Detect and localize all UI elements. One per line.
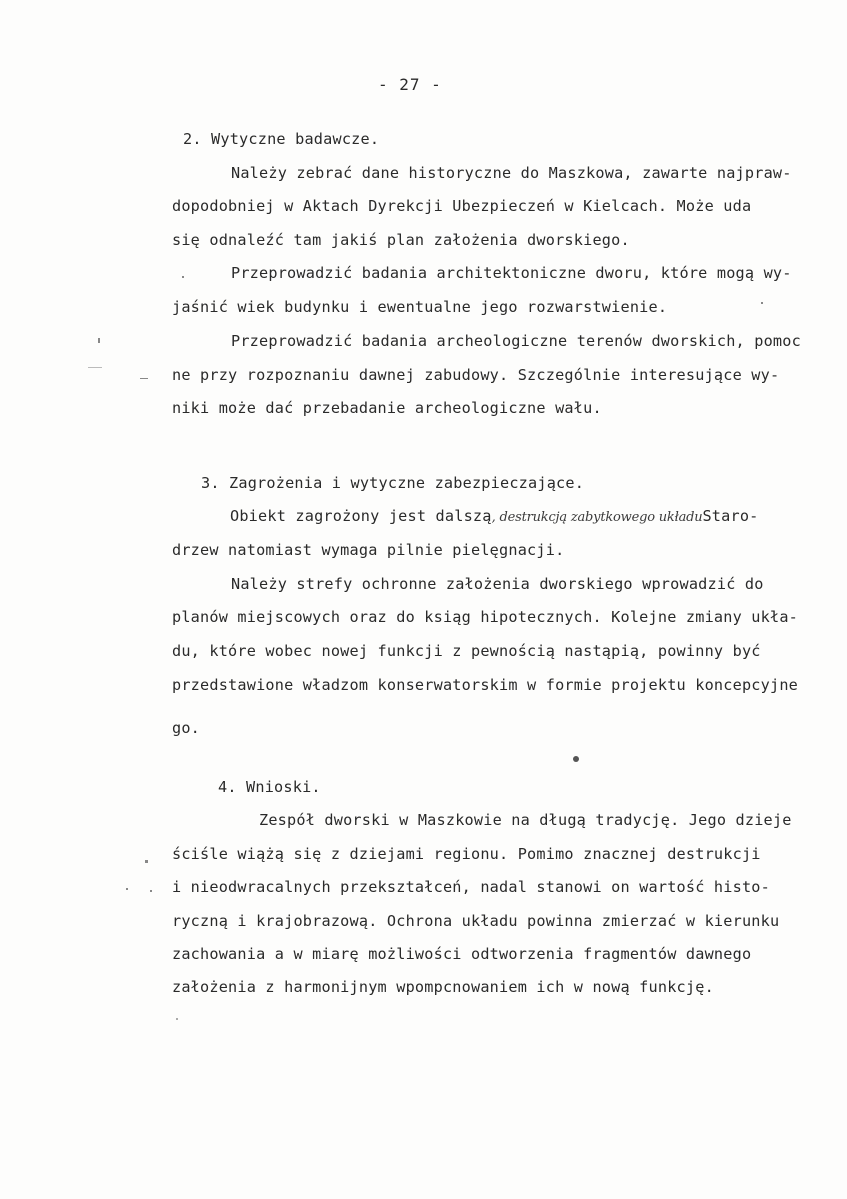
scan-speck: [140, 378, 148, 379]
scan-speck: [88, 367, 102, 368]
scan-speck: [150, 890, 152, 892]
paragraph-line: ne przy rozpoznaniu dawnej zabudowy. Szczególnie interesujące wy-: [172, 366, 780, 384]
paragraph-line: Należy strefy ochronne założenia dworskiego wprowadzić do: [231, 575, 764, 593]
paragraph-line: jaśnić wiek budynku i ewentualne jego rozwarstwienie.: [172, 298, 668, 316]
paragraph-line: ściśle wiążą się z dziejami regionu. Pomimo znacznej destrukcji: [172, 845, 761, 863]
paragraph-line: Należy zebrać dane historyczne do Maszkowa, zawarte najpraw-: [231, 164, 792, 182]
paragraph-line: i nieodwracalnych przekształceń, nadal stanowi on wartość histo-: [172, 878, 770, 896]
paragraph-line: Przeprowadzić badania architektoniczne dworu, które mogą wy-: [231, 264, 792, 282]
paragraph-line-with-annotation: [230, 506, 759, 528]
paragraph-line: drzew natomiast wymaga pilnie pielęgnacji.: [172, 541, 565, 559]
paragraph-line: przedstawione władzom konserwatorskim w formie projektu koncepcyjne: [172, 676, 799, 694]
scan-speck: [182, 276, 184, 278]
paragraph-line: ryczną i krajobrazową. Ochrona układu powinna zmierzać w kierunku: [172, 912, 780, 930]
scan-speck: [126, 888, 128, 890]
handwritten-insertion: , destrukcją zabytkowego układu: [491, 510, 703, 525]
paragraph-line: planów miejscowych oraz do ksiąg hipotecznych. Kolejne zmiany ukła-: [172, 608, 799, 626]
scan-speck: [145, 860, 148, 863]
paragraph-line: zachowania a w miarę możliwości odtworzenia fragmentów dawnego: [172, 945, 752, 963]
paragraph-line: założenia z harmonijnym wpompcnowaniem ich w nową funkcję.: [172, 978, 714, 996]
paragraph-line: niki może dać przebadanie archeologiczne wału.: [172, 399, 602, 417]
section-heading-4: 4. Wnioski.: [218, 778, 321, 796]
typed-text: Staro-: [702, 507, 759, 525]
paragraph-line: du, które wobec nowej funkcji z pewnością nastąpią, powinny być: [172, 642, 761, 660]
paragraph-line: Przeprowadzić badania archeologiczne terenów dworskich, pomoc: [231, 332, 801, 350]
scan-speck: [98, 338, 100, 343]
page-number: - 27 -: [378, 75, 442, 94]
paragraph-line: dopodobniej w Aktach Dyrekcji Ubezpieczeń w Kielcach. Może uda: [172, 197, 752, 215]
section-heading-2: 2. Wytyczne badawcze.: [183, 130, 380, 148]
typed-text: Obiekt zagrożony jest dalszą: [230, 507, 492, 525]
scan-speck: [761, 302, 763, 304]
paragraph-line: się odnaleźć tam jakiś plan założenia dworskiego.: [172, 231, 630, 249]
scan-speck: [176, 1018, 178, 1020]
ink-dot: [573, 756, 579, 762]
paragraph-line: Zespół dworski w Maszkowie na długą tradycję. Jego dzieje: [259, 811, 792, 829]
section-heading-3: 3. Zagrożenia i wytyczne zabezpieczające.: [201, 474, 585, 492]
paragraph-line: go.: [172, 719, 201, 737]
